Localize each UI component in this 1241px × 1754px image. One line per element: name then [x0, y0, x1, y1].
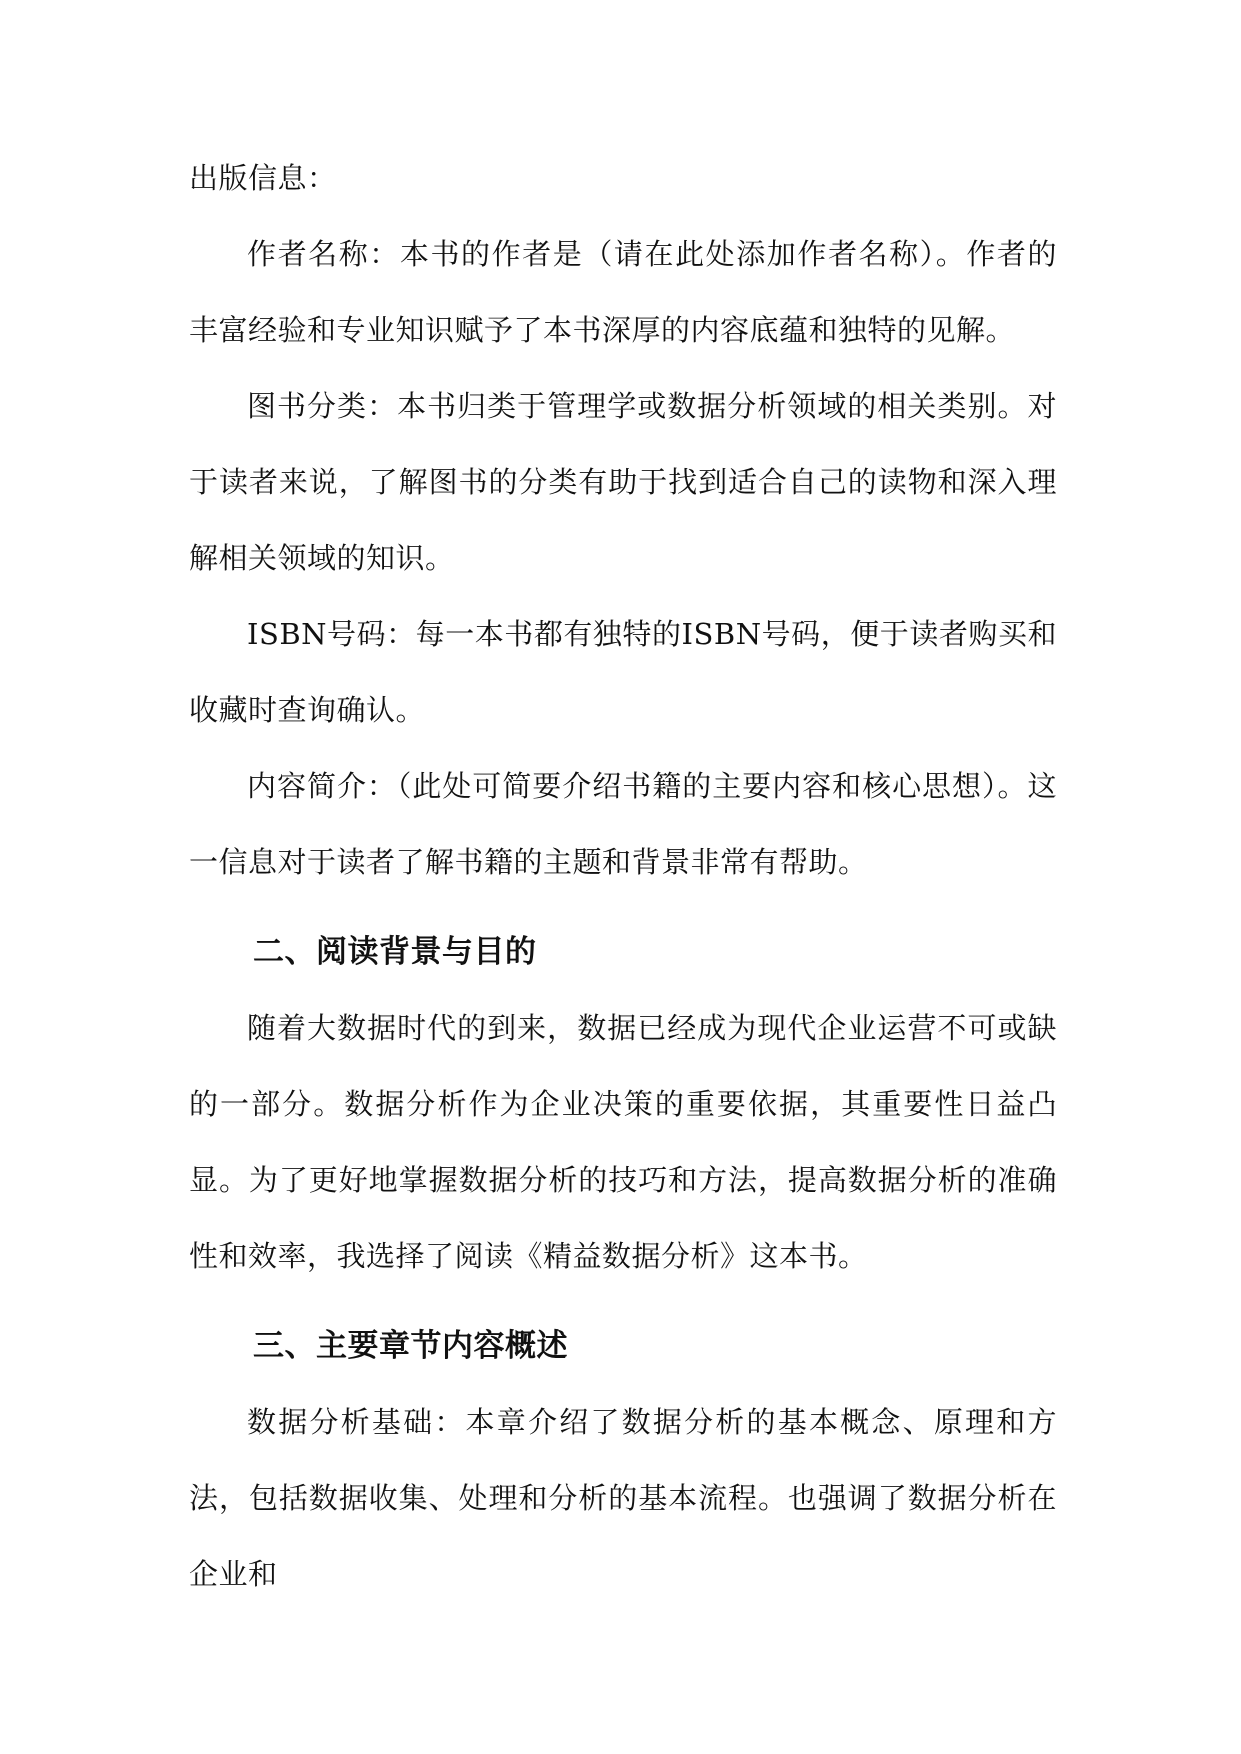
publication-info-label: 出版信息： — [189, 161, 337, 195]
document-body — [189, 140, 1057, 1612]
paragraph-author: 作者名称：本书的作者是（请在此处添加作者名称）。作者的丰富经验和专业知识赋予了本书深厚的内容底蕴和独特的见解。 — [189, 237, 1057, 347]
section-heading-reading-background: 二、阅读背景与目的 — [253, 934, 537, 970]
paragraph-data-analysis-basics: 数据分析基础：本章介绍了数据分析的基本概念、原理和方法，包括数据收集、处理和分析的基本流程。也强调了数据分析在企业和 — [189, 1405, 1057, 1591]
paragraph-isbn: ISBN号码：每一本书都有独特的ISBN号码，便于读者购买和收藏时查询确认。 — [189, 617, 1057, 727]
section-heading-chapter-overview: 三、主要章节内容概述 — [253, 1328, 568, 1364]
paragraph-category: 图书分类：本书归类于管理学或数据分析领域的相关类别。对于读者来说，了解图书的分类有助于找到适合自己的读物和深入理解相关领域的知识。 — [189, 389, 1057, 575]
paragraph-summary: 内容简介：（此处可简要介绍书籍的主要内容和核心思想）。这一信息对于读者了解书籍的主题和背景非常有帮助。 — [189, 769, 1057, 879]
paragraph-reading-background: 随着大数据时代的到来，数据已经成为现代企业运营不可或缺的一部分。数据分析作为企业决策的重要依据，其重要性日益凸显。为了更好地掌握数据分析的技巧和方法，提高数据分析的准确性和效率，我选择了阅读《精益数据分析》这本书。 — [189, 1011, 1057, 1273]
